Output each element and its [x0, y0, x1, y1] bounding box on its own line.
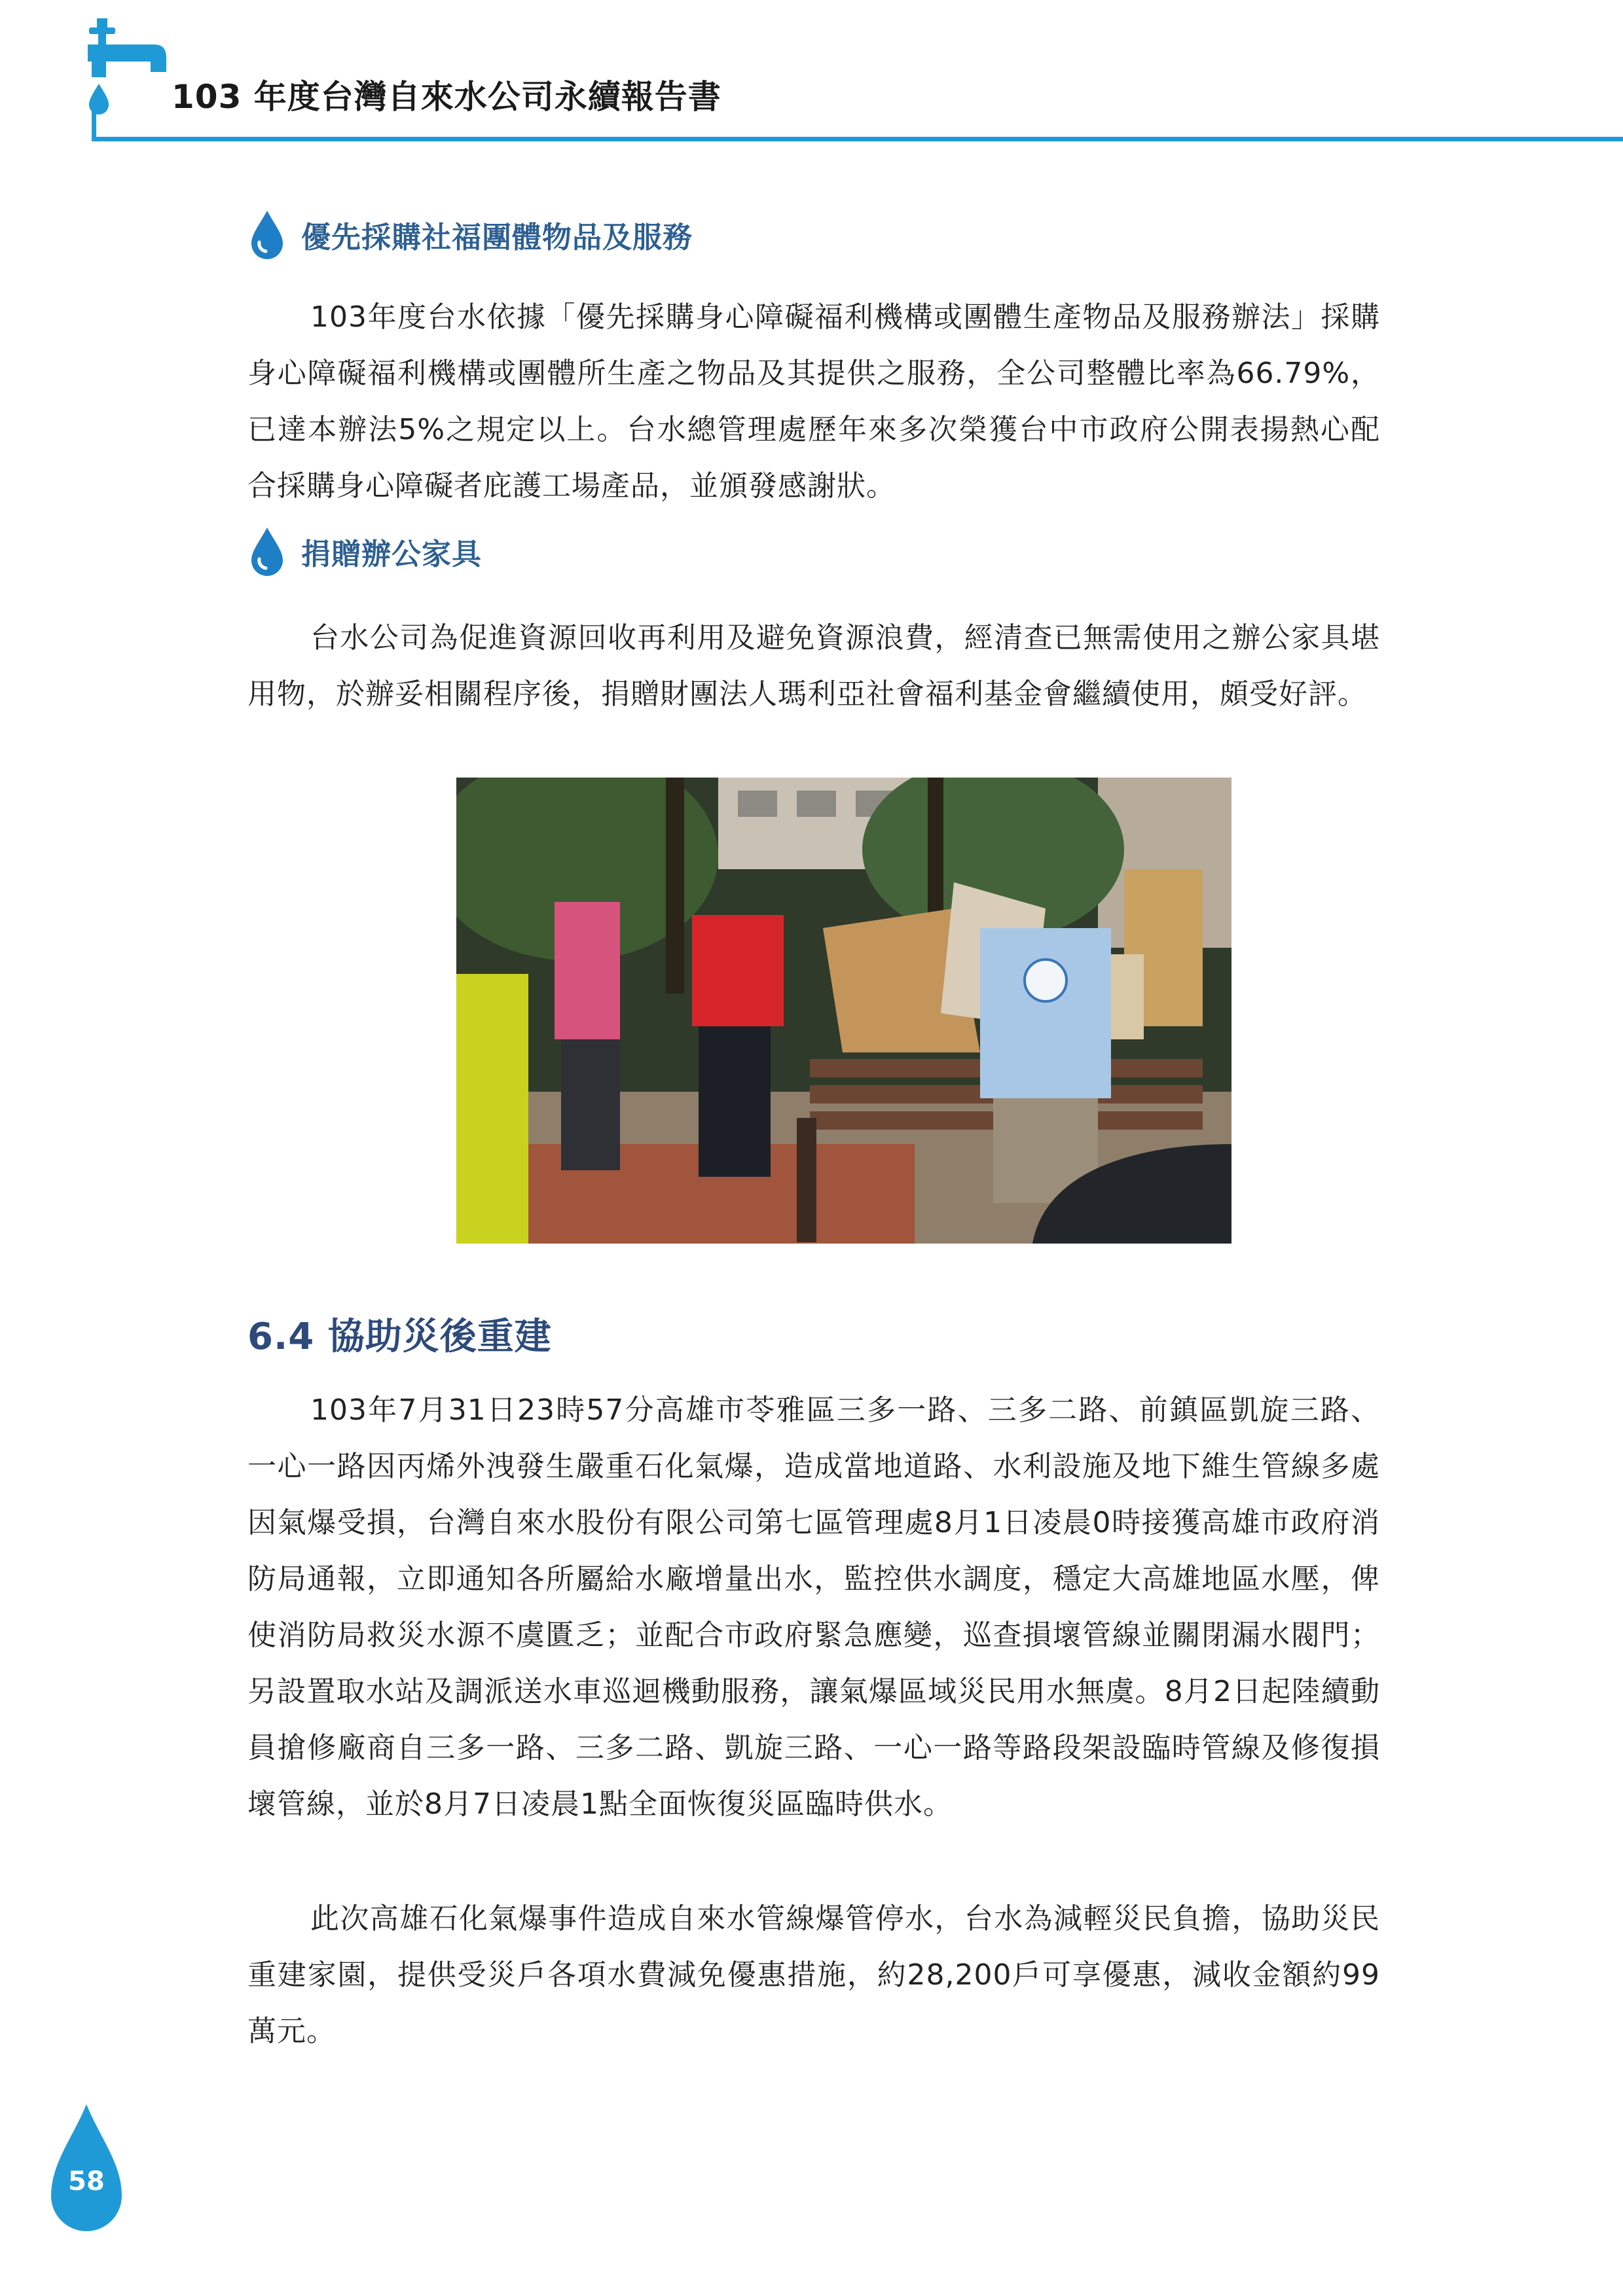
paragraph-6-4-1: 103年7月31日23時57分高雄市苓雅區三多一路、三多二路、前鎮區凱旋三路、一心一路因丙烯外洩發生嚴重石化氣爆，造成當地道路、水利設施及地下維生管線多處因氣爆受損，台灣自來水股份有限公司第七區管理處8月1日凌晨0時接獲高雄市政府消防局通報，立即通知各所屬給水廠增量出水，監控供水調度，穩定大高雄地區水壓，俾使消防局救災水源不虞匱乏；並配合市政府緊急應變，巡查損壞管線並關閉漏水閥門；另設置取水站及調派送水車巡迴機動服務，讓氣爆區域災民用水無虞。8月2日起陸續動員搶修廠商自三多一路、三多二路、凱旋三路、一心一路等路段架設臨時管線及修復損壞管線，並於8月7日凌晨1點全面恢復災區臨時供水。 [247, 1393, 1380, 1821]
section-6-4-heading: 6.4 協助災後重建 [247, 1316, 552, 1358]
paragraph-donation: 台水公司為促進資源回收再利用及避免資源浪費，經清查已無需使用之辦公家具堪用物，於辦妥相關程序後，捐贈財團法人瑪利亞社會福利基金會繼續使用，頗受好評。 [247, 621, 1380, 711]
faucet-icon [84, 18, 169, 143]
paragraph-procurement: 103年度台水依據「優先採購身心障礙福利機構或團體生產物品及服務辦法」採購身心障礙福利機構或團體所生產之物品及其提供之服務，全公司整體比率為66.79%，已達本辦法5%之規定以上。台水總管理處歷年來多次榮獲台中市政府公開表揚熱心配合採購身心障礙者庇護工場產品，並頒發感謝狀。 [247, 300, 1380, 503]
report-title: 103 年度台灣自來水公司永續報告書 [172, 78, 721, 116]
header-rule-vertical [92, 98, 96, 141]
section-heading-label: 優先採購社福團體物品及服務 [301, 219, 693, 255]
paragraph-6-4-2: 此次高雄石化氣爆事件造成自來水管線爆管停水，台水為減輕災民負擔，協助災民重建家園，提供受災戶各項水費減免優惠措施，約28,200戶可享優惠，減收金額約99萬元。 [247, 1902, 1380, 2048]
page-number: 58 [68, 2166, 105, 2197]
header-rule [92, 137, 1623, 141]
section-heading-label: 捐贈辦公家具 [301, 536, 483, 571]
section-heading-donation [247, 525, 482, 577]
water-drop-icon [247, 525, 287, 577]
water-drop-icon [247, 208, 287, 260]
donation-photo [456, 778, 1231, 1244]
section-heading-procurement [247, 208, 693, 260]
